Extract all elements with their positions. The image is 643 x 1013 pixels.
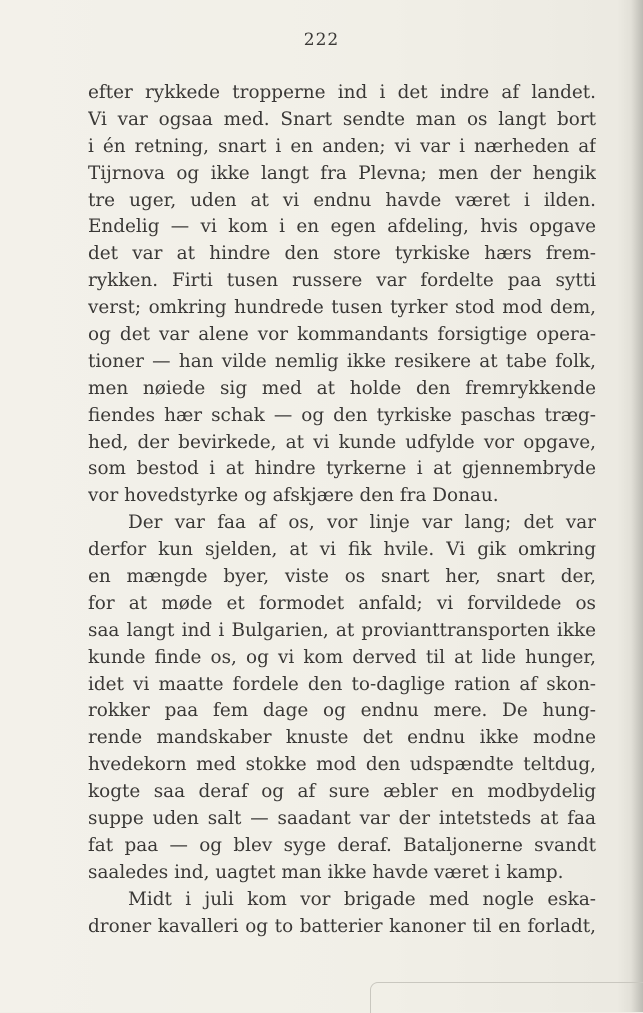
page-corner-mark xyxy=(370,982,643,1013)
text-line: efter rykkede tropperne ind i det indre af landet. xyxy=(88,82,596,103)
text-line: rende mandskaber knuste det endnu ikke modne xyxy=(88,727,596,749)
text-line: kogte saa deraf og af sure æbler en modbydelig xyxy=(88,781,596,803)
text-line: fat paa — og blev syge deraf. Bataljonerne svandt xyxy=(88,834,596,856)
text-line: for at møde et formodet anfald; vi forvildede os xyxy=(88,592,596,614)
text-line: som bestod i at hindre tyrkerne i at gjennembryde xyxy=(88,458,596,480)
text-line: en mængde byer, viste os snart her, snart der, xyxy=(88,566,596,588)
body-text xyxy=(88,80,596,941)
text-line: verst; omkring hundrede tusen tyrker stod mod dem, xyxy=(88,297,596,319)
text-line: i én retning, snart i en anden; vi var i nærheden af xyxy=(88,135,596,157)
text-line: rokker paa fem dage og endnu mere. De hung- xyxy=(88,700,596,722)
text-line: droner kavalleri og to batterier kanoner til en forladt, xyxy=(88,915,596,937)
text-line: hed, der bevirkede, at vi kunde udfylde vor opgave, xyxy=(88,431,596,453)
text-line: fiendes hær schak — og den tyrkiske paschas træg- xyxy=(88,404,596,426)
paragraph-start-line: Der var faa af os, vor linje var lang; det var xyxy=(128,512,596,534)
text-line: Endelig — vi kom i en egen afdeling, hvis opgave xyxy=(88,216,596,238)
page-number: 222 xyxy=(303,30,340,50)
text-line: hvedekorn med stokke mod den udspændte teltdug, xyxy=(88,754,596,776)
text-line: kunde finde os, og vi kom derved til at lide hunger, xyxy=(88,646,596,668)
paragraph-start-line: Midt i juli kom vor brigade med nogle eska- xyxy=(128,888,596,910)
text-line: det var at hindre den store tyrkiske hærs frem- xyxy=(88,243,596,265)
text-line: Tijrnova og ikke langt fra Plevna; men der hengik xyxy=(88,162,596,184)
text-line: Vi var ogsaa med. Snart sendte man os langt bort xyxy=(88,108,596,130)
text-line: tioner — han vilde nemlig ikke resikere at tabe folk, xyxy=(88,350,596,372)
text-line: vor hovedstyrke og afskjære den fra Donau. xyxy=(88,485,499,507)
text-line: rykken. Firti tusen russere var fordelte paa sytti xyxy=(88,270,596,292)
text-line: idet vi maatte fordele den to-daglige ration af skon- xyxy=(88,673,596,695)
text-line: og det var alene vor kommandants forsigtige opera- xyxy=(88,324,596,346)
text-line: derfor kun sjelden, at vi fik hvile. Vi gik omkring xyxy=(88,539,596,561)
page-edge-shadow xyxy=(631,0,643,1012)
text-line: suppe uden salt — saadant var der intetsteds at faa xyxy=(88,808,596,830)
text-line: saaledes ind, uagtet man ikke havde været i kamp. xyxy=(88,861,564,883)
text-line: saa langt ind i Bulgarien, at provianttransporten ikke xyxy=(88,619,596,641)
text-line: tre uger, uden at vi endnu havde været i ilden. xyxy=(88,189,596,211)
text-line: men nøiede sig med at holde den fremrykkende xyxy=(88,377,596,399)
